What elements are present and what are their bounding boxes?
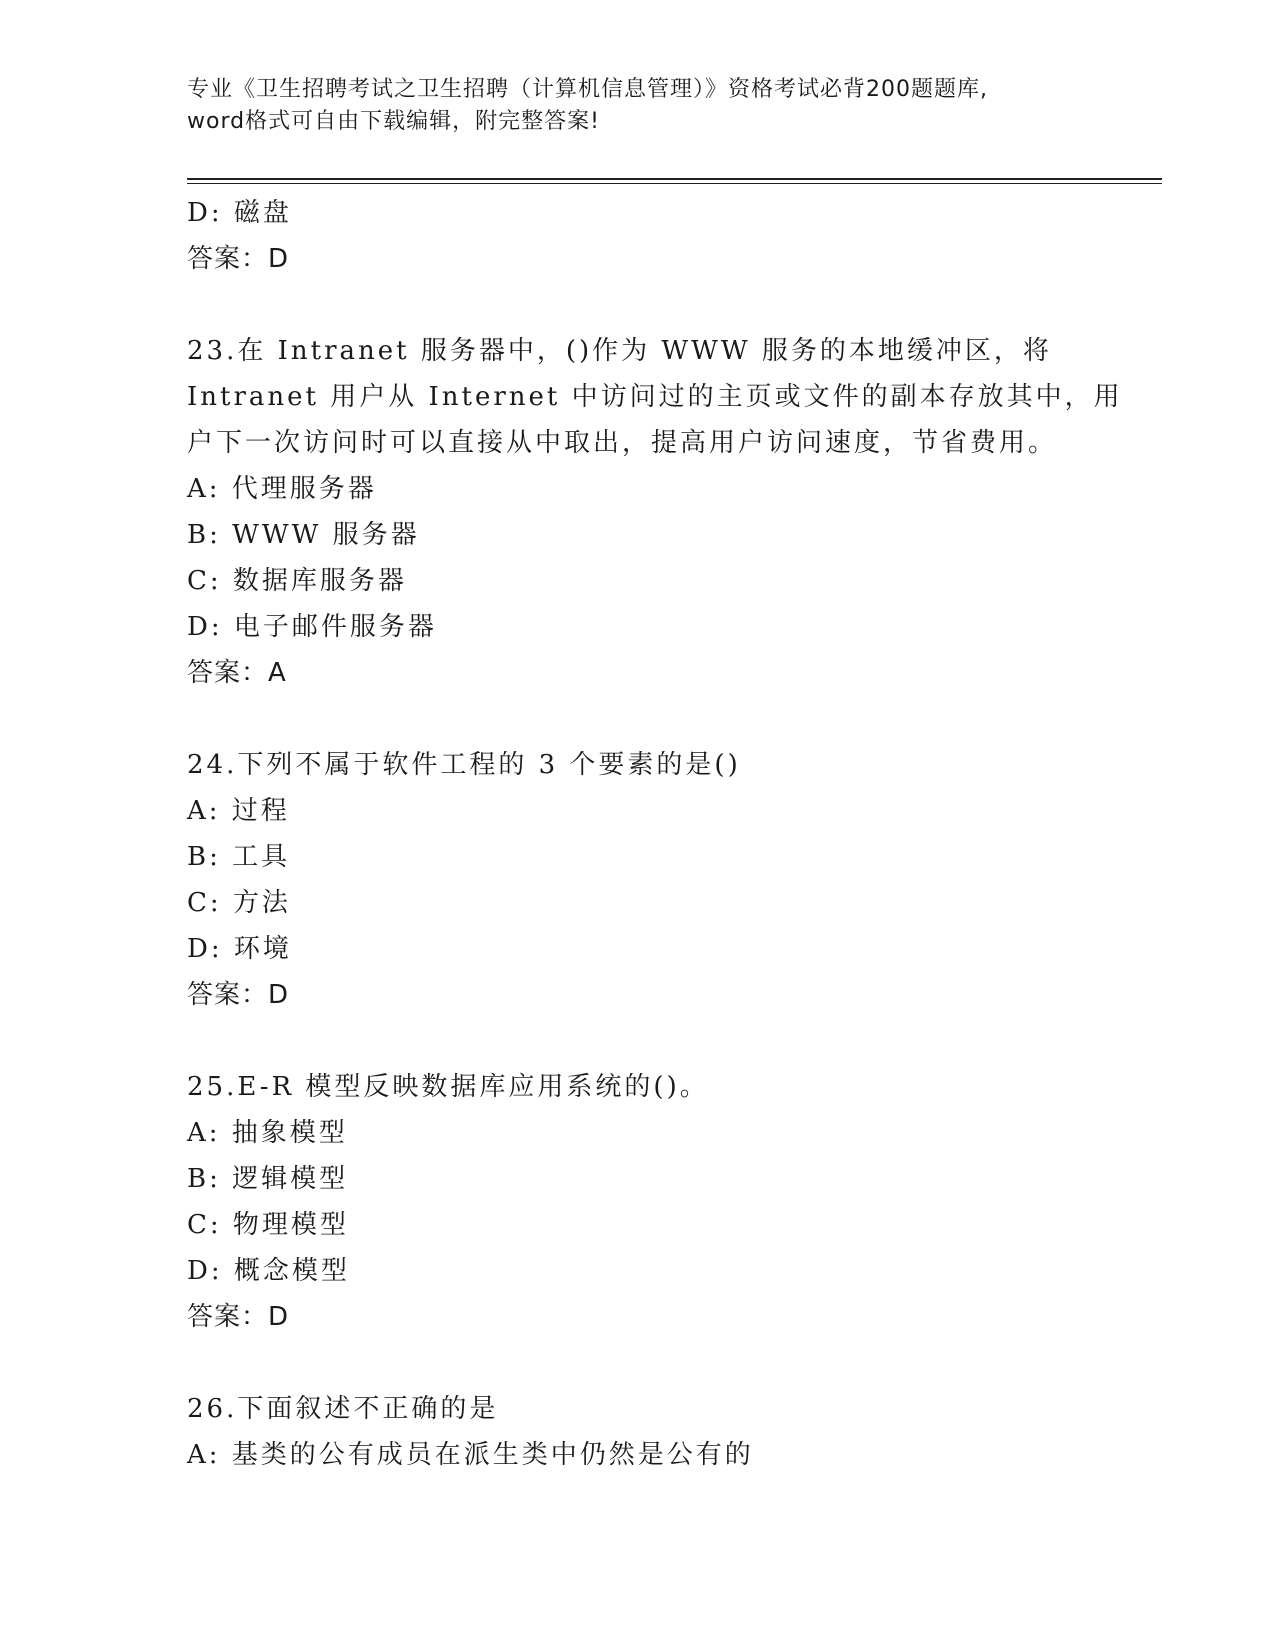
question-26 bbox=[187, 1386, 1087, 1478]
prev-answer: 答案：D bbox=[187, 244, 290, 274]
question-content bbox=[187, 190, 1123, 1478]
question-24-option-d: D: 环境 bbox=[187, 934, 292, 964]
question-23-answer: 答案：A bbox=[187, 658, 287, 688]
question-23-option-c: C: 数据库服务器 bbox=[187, 566, 407, 596]
question-24 bbox=[187, 742, 1087, 1018]
question-25 bbox=[187, 1064, 1087, 1340]
question-25-option-c: C: 物理模型 bbox=[187, 1210, 349, 1240]
question-26-option-a: A: 基类的公有成员在派生类中仍然是公有的 bbox=[187, 1440, 754, 1470]
prev-option-d: D: 磁盘 bbox=[187, 198, 292, 228]
question-23 bbox=[187, 328, 1123, 696]
question-23-option-d: D: 电子邮件服务器 bbox=[187, 612, 437, 642]
question-24-option-c: C: 方法 bbox=[187, 888, 291, 918]
question-23-text-line-3: 户下一次访问时可以直接从中取出，提高用户访问速度，节省费用。 bbox=[187, 428, 1058, 458]
question-23-text-line-2: Intranet 用户从 Internet 中访问过的主页或文件的副本存放其中，用 bbox=[187, 382, 1123, 412]
question-25-option-b: B: 逻辑模型 bbox=[187, 1164, 349, 1194]
question-25-answer: 答案：D bbox=[187, 1302, 290, 1332]
header-title-line-1: 专业《卫生招聘考试之卫生招聘（计算机信息管理）》资格考试必背200题题库, bbox=[187, 77, 988, 102]
question-23-option-b: B: WWW 服务器 bbox=[187, 520, 420, 550]
question-25-option-d: D: 概念模型 bbox=[187, 1256, 350, 1286]
document-header bbox=[187, 74, 1087, 138]
question-24-text: 24.下列不属于软件工程的 3 个要素的是() bbox=[187, 750, 741, 780]
question-24-option-a: A: 过程 bbox=[187, 796, 290, 826]
question-24-option-b: B: 工具 bbox=[187, 842, 291, 872]
question-25-text: 25.E-R 模型反映数据库应用系统的()。 bbox=[187, 1072, 709, 1102]
header-title-line-2: word格式可自由下载编辑，附完整答案! bbox=[187, 109, 600, 134]
question-24-answer: 答案：D bbox=[187, 980, 290, 1010]
question-25-option-a: A: 抽象模型 bbox=[187, 1118, 348, 1148]
header-rule-thin bbox=[187, 183, 1162, 184]
question-23-option-a: A: 代理服务器 bbox=[187, 474, 377, 504]
question-23-text-line-1: 23.在 Intranet 服务器中，()作为 WWW 服务的本地缓冲区，将 bbox=[187, 336, 1052, 366]
header-rule-thick bbox=[187, 178, 1162, 180]
question-26-text: 26.下面叙述不正确的是 bbox=[187, 1394, 499, 1424]
